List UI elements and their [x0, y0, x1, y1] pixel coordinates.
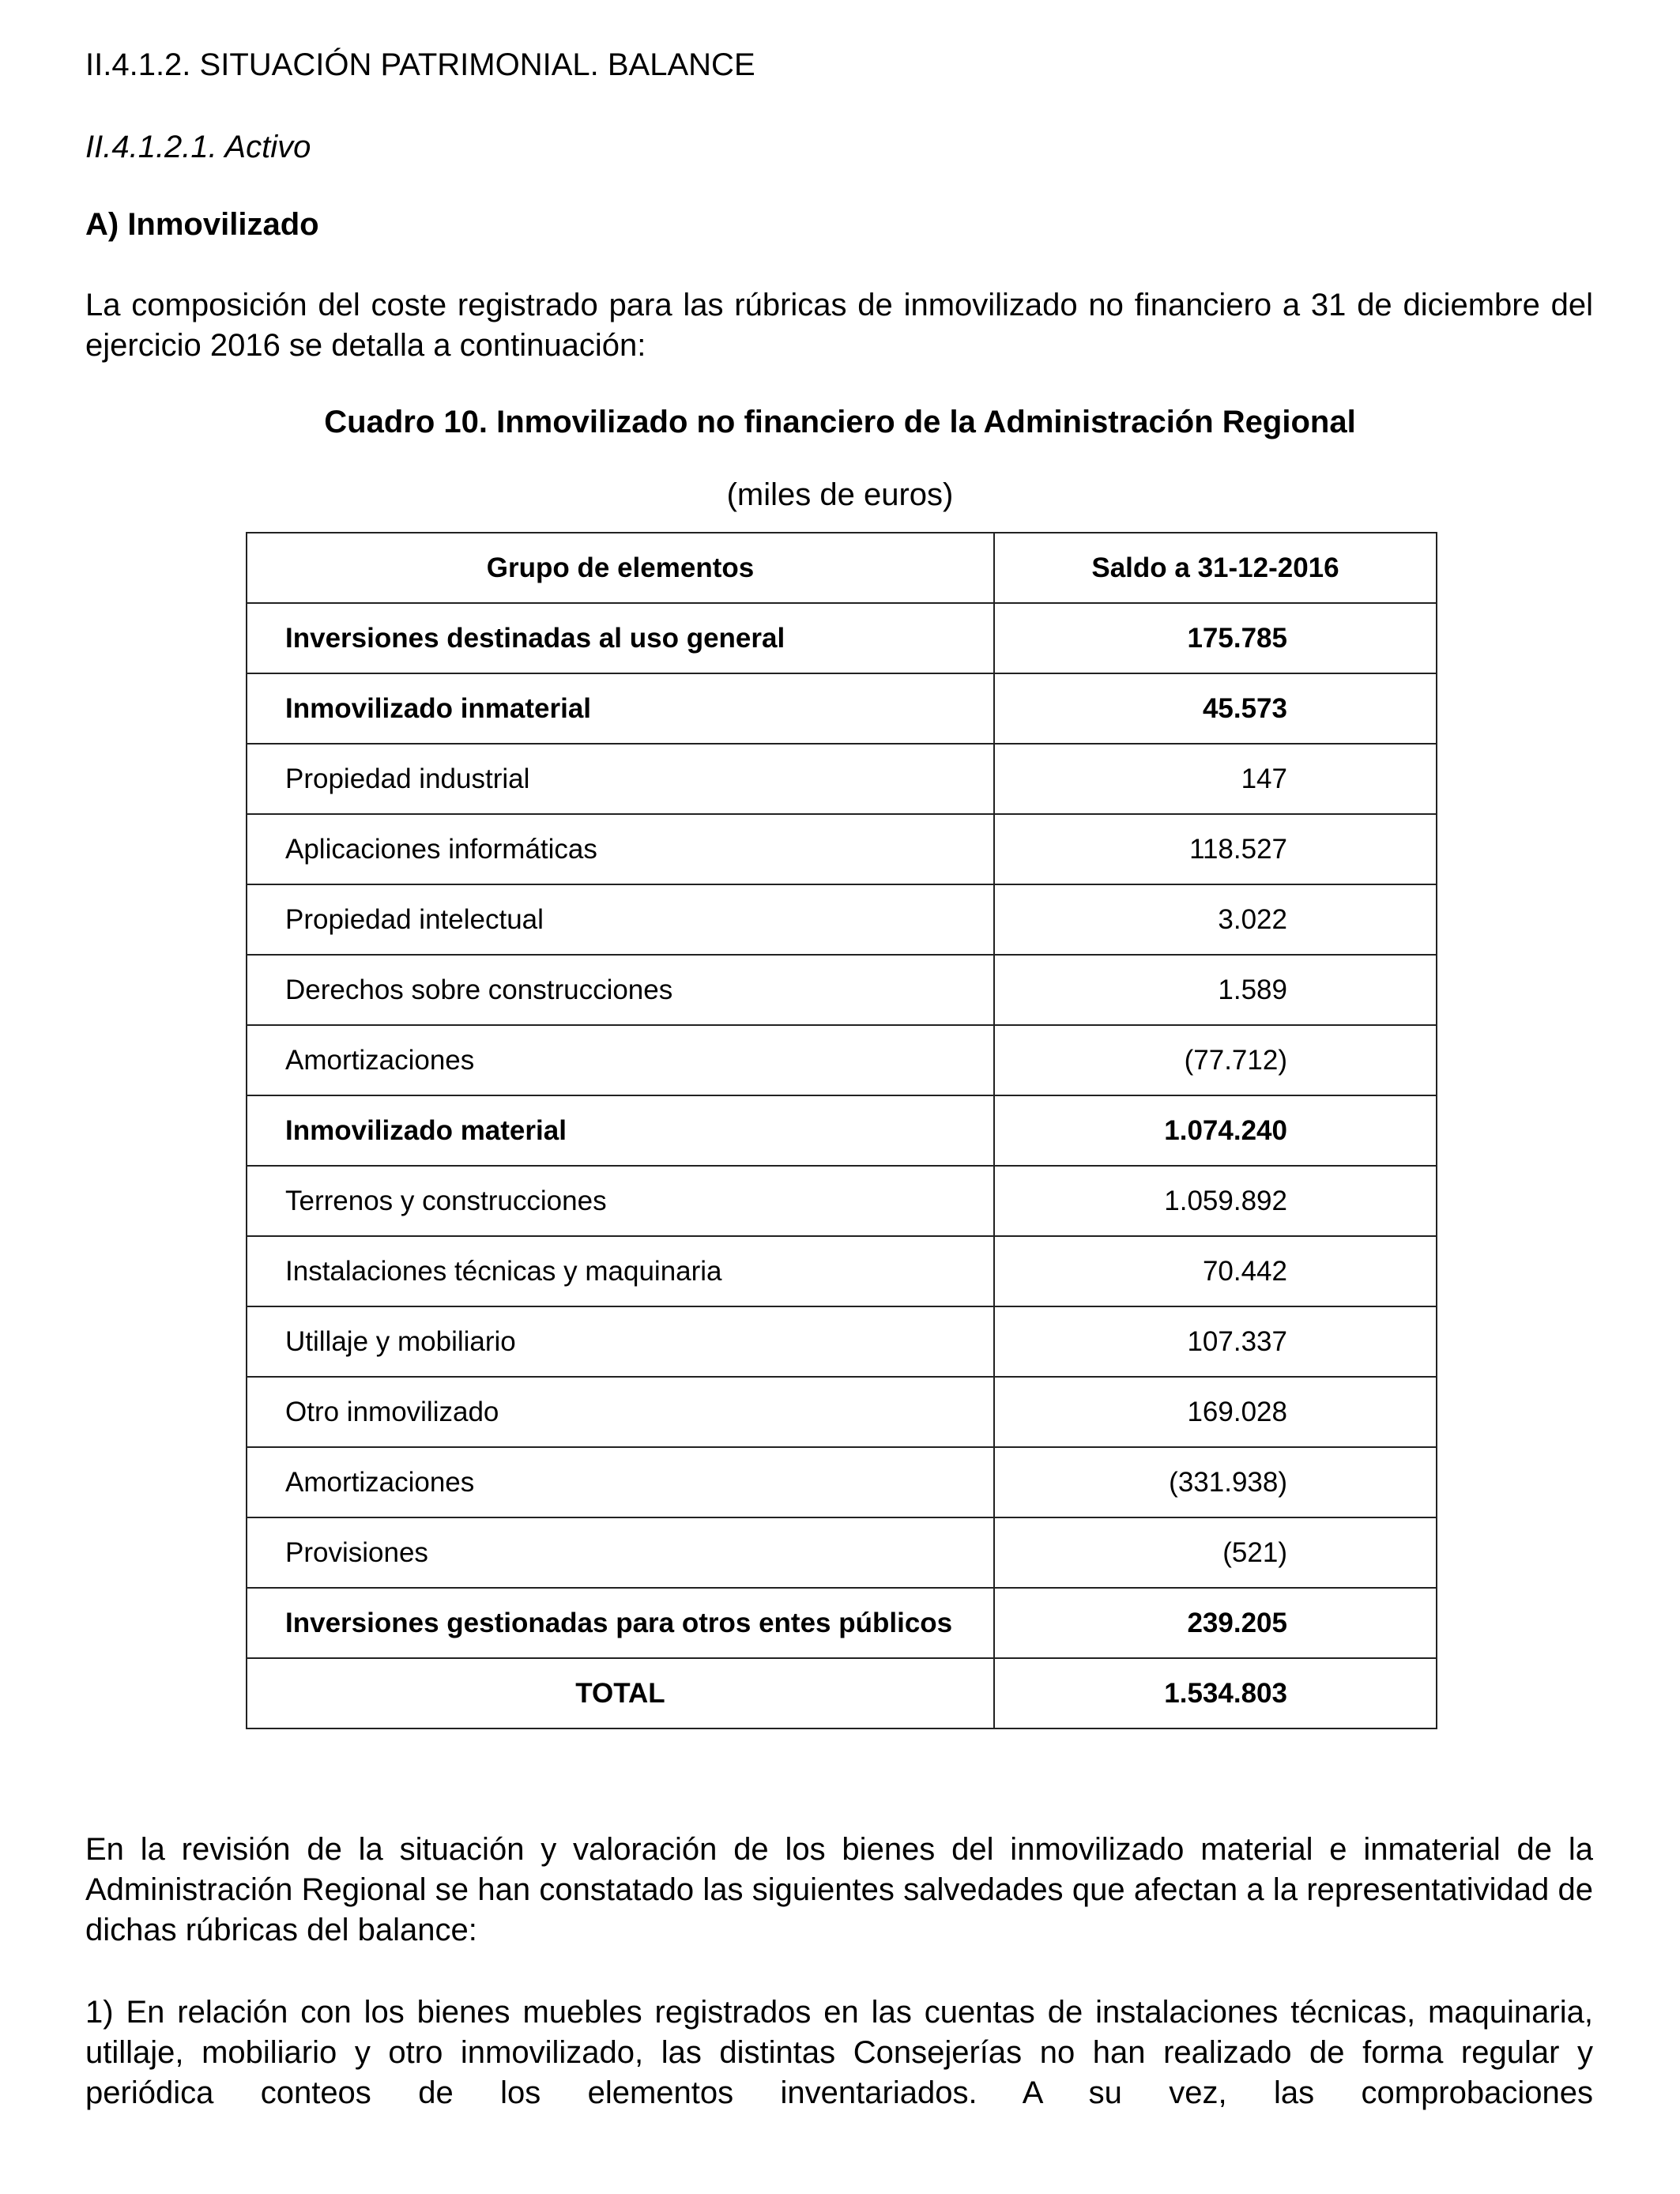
total-value: 1.534.803 [994, 1658, 1437, 1728]
table-row [247, 1377, 1437, 1447]
row-label: Instalaciones técnicas y maquinaria [247, 1236, 994, 1306]
table-header-row [247, 533, 1437, 603]
row-label: Utillaje y mobiliario [247, 1306, 994, 1377]
row-value: 1.074.240 [994, 1095, 1437, 1166]
table-row [247, 884, 1437, 955]
row-value: 1.059.892 [994, 1166, 1437, 1236]
total-label: TOTAL [247, 1658, 994, 1728]
table-row [247, 1236, 1437, 1306]
row-value: 175.785 [994, 603, 1437, 673]
row-value: 107.337 [994, 1306, 1437, 1377]
column-header-group: Grupo de elementos [247, 533, 994, 603]
row-value: 45.573 [994, 673, 1437, 744]
table-row [247, 1095, 1437, 1166]
table-row [247, 744, 1437, 814]
table-total-row [247, 1658, 1437, 1728]
row-label: Inversiones destinadas al uso general [247, 603, 994, 673]
table-row [247, 1588, 1437, 1658]
row-label: Inversiones gestionadas para otros entes públicos [247, 1588, 994, 1658]
intro-paragraph: La composición del coste registrado para las rúbricas de inmovilizado no financiero a 31 de diciembre del ejercicio 2016 se detalla a continuación: [85, 288, 1593, 363]
table-row [247, 814, 1437, 884]
table-row [247, 673, 1437, 744]
row-label: Amortizaciones [247, 1447, 994, 1517]
row-label: Amortizaciones [247, 1025, 994, 1095]
table-row [247, 1447, 1437, 1517]
bienes-muebles-paragraph: 1) En relación con los bienes muebles registrados en las cuentas de instalaciones técnicas, maquinaria, utillaje, mobiliario y otro inmovilizado, las distintas Consejerías no han realizado de forma regular y periódica conteos de los elementos inventariados. A su vez, las comprobaciones [85, 1995, 1593, 2110]
table-row [247, 603, 1437, 673]
row-label: Derechos sobre construcciones [247, 955, 994, 1025]
row-label: Terrenos y construcciones [247, 1166, 994, 1236]
row-value: (331.938) [994, 1447, 1437, 1517]
row-label: Propiedad industrial [247, 744, 994, 814]
table-row [247, 1306, 1437, 1377]
heading-inmovilizado: A) Inmovilizado [85, 207, 319, 242]
column-header-balance: Saldo a 31-12-2016 [994, 533, 1437, 603]
row-value: 118.527 [994, 814, 1437, 884]
row-value: 3.022 [994, 884, 1437, 955]
row-value: (521) [994, 1517, 1437, 1588]
section-title: II.4.1.2. SITUACIÓN PATRIMONIAL. BALANCE [85, 47, 755, 82]
table-caption: Cuadro 10. Inmovilizado no financiero de la Administración Regional [324, 405, 1356, 439]
table-row [247, 1166, 1437, 1236]
row-label: Aplicaciones informáticas [247, 814, 994, 884]
subsection-title: II.4.1.2.1. Activo [85, 130, 311, 164]
row-label: Inmovilizado inmaterial [247, 673, 994, 744]
balance-table [246, 532, 1437, 1729]
table-unit: (miles de euros) [726, 477, 954, 512]
row-label: Provisiones [247, 1517, 994, 1588]
table-row [247, 1025, 1437, 1095]
row-label: Otro inmovilizado [247, 1377, 994, 1447]
row-value: (77.712) [994, 1025, 1437, 1095]
row-value: 239.205 [994, 1588, 1437, 1658]
row-value: 1.589 [994, 955, 1437, 1025]
row-value: 70.442 [994, 1236, 1437, 1306]
row-value: 147 [994, 744, 1437, 814]
salvedades-paragraph: En la revisión de la situación y valoración de los bienes del inmovilizado material e inmaterial de la Administración Regional se han constatado las siguientes salvedades que afectan a la representatividad de dichas rúbricas del balance: [85, 1832, 1593, 1947]
row-label: Inmovilizado material [247, 1095, 994, 1166]
table-row [247, 955, 1437, 1025]
row-label: Propiedad intelectual [247, 884, 994, 955]
row-value: 169.028 [994, 1377, 1437, 1447]
table-row [247, 1517, 1437, 1588]
